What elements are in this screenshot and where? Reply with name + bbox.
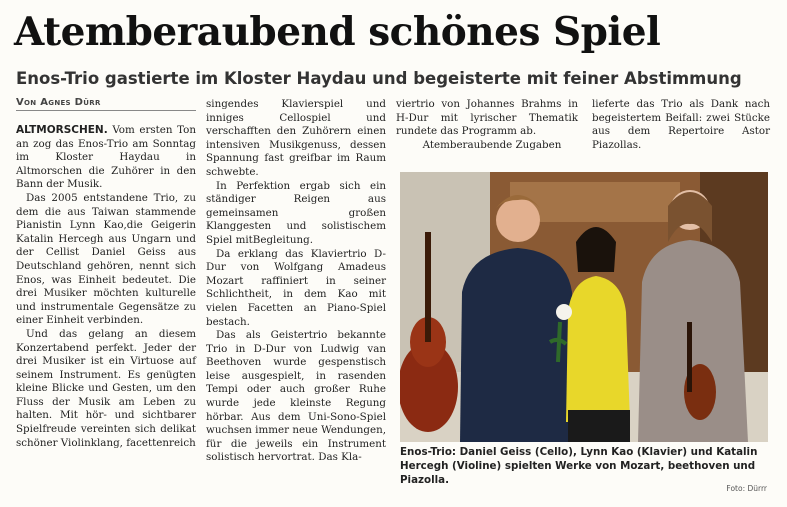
trio-photo (400, 172, 768, 442)
photo-caption: Enos-Trio: Daniel Geiss (Cello), Lynn Kao (Klavier) und Katalin Hercegh (Violine) spielten Werke von Mozart, beethoven und Piazolla. (400, 446, 758, 486)
article-column-2 (206, 98, 386, 465)
paragraph: viertrio von Johannes Brahms in H-Dur mit lyrischer Thematik rundete das Programm ab. (396, 98, 578, 138)
paragraph: In Perfektion ergab sich ein ständiger Reigen aus gemeinsamen großen Klanggesten und solistischem Spiel mitBegleitung. (206, 179, 386, 246)
paragraph: Das als Geistertrio bekannte Trio in D-Dur von Ludwig van Beethoven wurde gespenstisch leise ausgespielt, in rasenden Tempi oder auch großer Ruhe wurde jede kleinste Regung hörbar. Aus dem Uni-Sono-Spiel wuchsen immer neue Wendungen, für die jeweils ein Instrument solistisch hervortrat. Das Kla- (206, 329, 386, 464)
paragraph: lieferte das Trio als Dank nach begeistertem Beifall: zwei Stücke aus dem Repertoire Astor Piazollas. (592, 98, 770, 151)
photo-credit: Foto: Dürrr (726, 484, 767, 493)
trio-photo-illustration (400, 172, 768, 442)
section-subtitle: Atemberaubende Zugaben (422, 138, 562, 151)
paragraph: Das 2005 entstandene Trio, zu dem die aus Taiwan stammende Pianistin Lynn Kao,die Geigerin Katalin Hercegh aus Ungarn und der Cellist Daniel Geiss aus Deutschland gehören, nennt sich Enos, was Einheit bedeutet. Die drei Musiker möchten kulturelle und instrumentale Gegensätze zu einer Einheit verbinden. (16, 191, 196, 327)
paragraph: singendes Klavierspiel und inniges Cellospiel und verschafften den Zuhörern einen intensiven Musikgenuss, dessen Spannung fast greifbar im Raum schwebte. (206, 98, 386, 178)
paragraph-text: Vom ersten Ton an zog das Enos-Trio am Sonntag im Kloster Haydau in Altmorschen die Zuhörer in den Bann der Musik. (16, 124, 196, 191)
dateline: ALTMORSCHEN. (16, 124, 108, 136)
article-column-3 (396, 98, 578, 152)
paragraph (16, 124, 196, 192)
subheadline: Enos-Trio gastierte im Kloster Haydau und begeisterte mit feiner Abstimmung (16, 69, 742, 88)
article-column-1 (16, 124, 196, 450)
byline: Von Agnes Dürr (16, 97, 196, 111)
paragraph: Da erklang das Klaviertrio D-Dur von Wolfgang Amadeus Mozart raffiniert in seiner Schlichtheit, in dem Kao mit vielen Facetten an Piano-Spiel bestach. (206, 247, 386, 328)
article-column-4 (592, 98, 770, 152)
headline: Atemberaubend schönes Spiel (14, 9, 661, 55)
paragraph: Und das gelang an diesem Konzertabend perfekt. Jeder der drei Musiker ist ein Virtuose auf seinem Instrument. Es genügten kleine Blicke und Gesten, um den Fluss der Musik am Leben zu halten. Mit hör- und sichtbarer Spielfreude vereinten sich delikat schöner Violinklang, facettenreich (16, 327, 196, 449)
